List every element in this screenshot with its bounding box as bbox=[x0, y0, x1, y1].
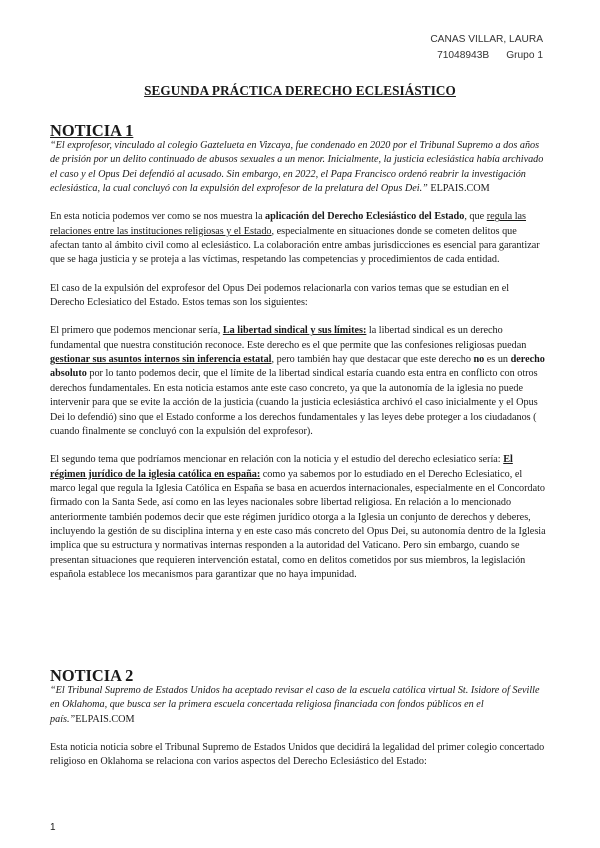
noticia-1-paragraph-3 bbox=[50, 324, 546, 439]
bold-run: derecho absoluto bbox=[50, 354, 545, 380]
noticia-2-quote-text: “El Tribunal Supremo de Estados Unidos ha aceptado revisar el caso de la escuela católica virtual St. Isidore of Seville en Oklahoma, que busca ser la primera escuela concertada religiosa financiada con fondos públicos en el país.” bbox=[50, 685, 540, 725]
underlined-run: regula las relaciones entre las instituciones religiosas y el Estado bbox=[50, 211, 527, 237]
text-run: por lo tanto podemos decir, que el límite de la libertad sindical estaría cuando esta entra en conflicto con otros derechos fundamentales. En esta noticia estamos ante este caso concreto, ya que la autonomía de la iglesia no puede intervenir para que se evite la acción de la justicia (cuando la justicia eclesiástica archivó el caso inicialmente y el Opus Dei lo defendió) sino que el Estado conforme a los derechos fundamentales y las leyes debe proteger a los ciudadanos ( cuando finalmente se concluyó con la expulsión del exprofesor). bbox=[50, 368, 538, 437]
noticia-1-source: ELPAIS.COM bbox=[430, 183, 490, 195]
group-label: Grupo 1 bbox=[506, 50, 543, 61]
bold-underlined-run: gestionar sus asuntos internos sin inferencia estatal bbox=[50, 354, 272, 366]
noticia-1-section bbox=[50, 122, 546, 582]
text-run: la libertad sindical es un derecho fundamental que nuestra constitución reconoce. Este derecho es el que permite que las confesiones religiosas puedan bbox=[50, 325, 527, 351]
noticia-2-source: ELPAIS.COM bbox=[75, 713, 135, 725]
text-run: El primero que podemos mencionar sería, bbox=[50, 325, 223, 337]
noticia-2-heading: NOTICIA 2 bbox=[50, 666, 134, 685]
noticia-1-quote bbox=[50, 139, 546, 196]
text-run: , que bbox=[464, 211, 487, 223]
text-run: El segundo tema que podríamos mencionar en relación con la noticia y el estudio del derecho eclesiatico sería: bbox=[50, 454, 504, 466]
text-run: En esta noticia podemos ver como se nos muestra la bbox=[50, 211, 266, 223]
page-number: 1 bbox=[50, 822, 56, 833]
bold-underlined-run: El régimen jurídico de la iglesia católica en españa: bbox=[50, 454, 513, 480]
text-run: , especialmente en situaciones donde se cometen delitos que afectan tanto al ámbito civil como al eclesiástico. La colaboración entre ambas jurisdicciones es esencial para garantizar que se haga justicia y se proteja a las víctimas, respetando las competencias y procedimientos de cada entidad. bbox=[50, 225, 540, 266]
noticia-1-heading: NOTICIA 1 bbox=[50, 121, 134, 140]
noticia-2-paragraph-1: Esta noticia noticia sobre el Tribunal Supremo de Estados Unidos que decidirá la legalidad del primer colegio concertado religioso en Oklahoma se relaciona con varios aspectos del Derecho Eclesiástico del Estado: bbox=[50, 742, 545, 768]
noticia-1-paragraph-4 bbox=[50, 453, 546, 582]
bold-underlined-run: La libertad sindical y sus límites: bbox=[222, 325, 367, 337]
document-title: SEGUNDA PRÁCTICA DERECHO ECLESIÁSTICO bbox=[144, 83, 456, 98]
text-run: como ya sabemos por lo estudiado en el Derecho Eclesiatico, el marco legal que regula la Iglesia Católica en España se basa en acuerdos internacionales, especialmente en el Concordato firmado con la Santa Sede, así como en las leyes nacionales sobre libertad religiosa. En relación a lo mencionado anteriormente también podemos decir que este régimen jurídico otorga a la Iglesia un conjunto de derechos y deberes, incluyendo la gestión de su disciplina interna y en este caso más concreto del Opus Dei, su autonomía dentro de la Iglesia implica que su estructura y normativas internas responden a la autoridad del Vaticano. Pero sin embargo, cuando se presentan situaciones que requieren intervención estatal, como en delitos cometidos por sus miembros, la legislación española establece los mecanismos para garantizar que no haya impunidad. bbox=[50, 468, 546, 580]
noticia-2-section bbox=[50, 667, 546, 770]
author-name: CANAS VILLAR, LAURA bbox=[430, 34, 543, 45]
text-run: , pero también hay que destacar que este derecho bbox=[271, 354, 474, 366]
noticia-1-paragraph-2: El caso de la expulsión del exprofesor del Opus Dei podemos relacionarla con varios temas que se estudian en el Derecho Eclesiatico del Estado. Estos temas son los siguientes: bbox=[50, 282, 510, 309]
text-run: es un bbox=[484, 354, 511, 366]
bold-run: aplicación del Derecho Eclesiástico del Estado bbox=[265, 211, 465, 223]
bold-run: no bbox=[473, 354, 485, 366]
student-info bbox=[437, 49, 543, 63]
noticia-2-quote bbox=[50, 684, 546, 727]
noticia-1-quote-text: “El exprofesor, vinculado al colegio Gaztelueta en Vizcaya, fue condenado en 2020 por el Tribunal Supremo a dos años de prisión por un delito continuado de abusos sexuales a un menor. Inicialmente, la justicia eclesiástica había archivado el caso y el Opus Dei defendió al acusado. Sin embargo, en 2022, el Papa Francisco ordenó reabrir la investigación eclesiástica, la cual concluyó con la expulsión del exprofesor de la prelatura del Opus Dei.” bbox=[50, 140, 544, 195]
student-id: 71048943B bbox=[437, 50, 490, 61]
noticia-1-paragraph-1 bbox=[50, 210, 546, 267]
